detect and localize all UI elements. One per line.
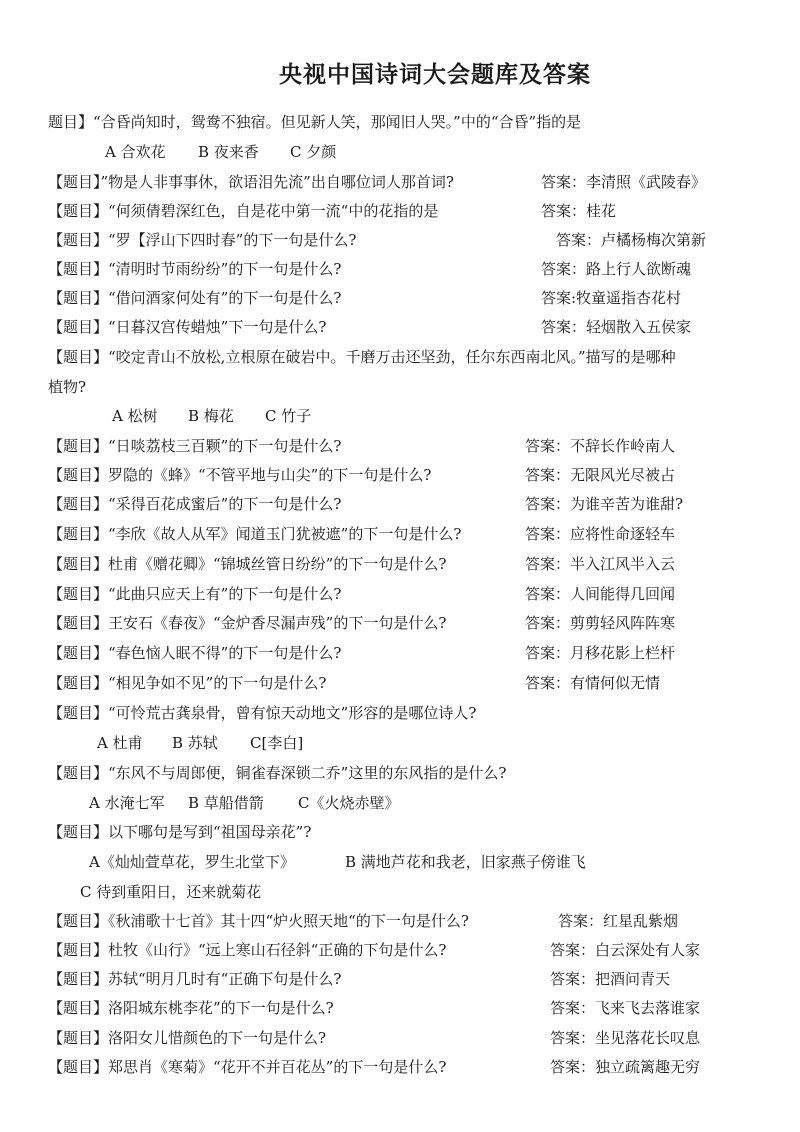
answer-text: 答案：桂花	[541, 202, 617, 220]
answer-text: 答案：路上行人欲断魂	[541, 260, 692, 278]
answer-text: 答案：有情何似无情	[525, 674, 661, 692]
option-b: B 草船借箭	[188, 794, 264, 812]
answer-text: 答案：剪剪轻风阵阵寒	[525, 614, 676, 632]
question-text: 【题目】“日暮汉宫传蜡烛”下一句是什么?	[48, 318, 327, 336]
answer-text: 答案：月移花影上栏杆	[525, 644, 676, 662]
question-text: 【题目】“何须倩碧深红色，自是花中第一流“中的花指的是	[48, 202, 439, 220]
option-c: C[李白]	[250, 734, 304, 752]
answer-text: 答案：卢橘杨梅次第新	[556, 231, 707, 249]
answer-text: 答案：为谁辛苦为谁甜?	[525, 495, 684, 513]
option-a: A 杜甫	[97, 734, 143, 752]
question-text: 【题目】”物是人非事事休，欲语泪先流”出自哪位词人那首词?	[48, 173, 454, 191]
question-text: 【题目】“采得百花成蜜后”的下一句是什么?	[48, 495, 342, 513]
question-text: 【题目】“此曲只应天上有”的下一句是什么?	[48, 585, 342, 603]
question-text: 【题目】郑思肖《寒菊》“花开不并百花丛”的下一句是什么?	[48, 1058, 447, 1076]
answer-text: 答案：不辞长作岭南人	[525, 437, 676, 455]
question-text: 【题目】洛阳女儿惜颜色的下一句是什么?	[48, 1029, 327, 1047]
question-text: 【题目】以下哪句是写到“祖国母亲花”?	[48, 823, 312, 841]
question-text: 【题目】杜牧《山行》“远上寒山石径斜“正确的下句是什么?	[48, 941, 447, 959]
answer-text: 答案：白云深处有人家	[550, 941, 701, 959]
answer-text: 答案：把酒问青天	[550, 970, 671, 988]
question-text: 【题目】“借问酒家何处有”的下一句是什么?	[48, 289, 342, 307]
question-text-continued: 植物?	[48, 378, 87, 396]
question-text: 【题目】“春色恼人眠不得”的下一句是什么?	[48, 644, 342, 662]
question-text: 【题目】“李欣《故人从军》闻道玉门犹被遮”的下一句是什么?	[48, 525, 462, 543]
question-text: 【题目】“罗【浮山下四时春”的下一句是什么?	[48, 231, 357, 249]
answer-text: 答案：无限风光尽被占	[525, 466, 676, 484]
question-text: 【题目】“可怜荒古龚泉骨，曾有惊天动地文”形容的是哪位诗人?	[48, 704, 477, 722]
option-b: B 苏轼	[172, 734, 218, 752]
answer-text: 答案：坐见落花长叹息	[550, 1029, 701, 1047]
question-text: 【题目】“清明时节雨纷纷”的下一句是什么?	[48, 260, 342, 278]
option-b: B 夜来香	[198, 143, 259, 161]
answer-text: 答案：独立疏篱趣无穷	[550, 1058, 701, 1076]
answer-text: 答案：应将性命逐轻车	[525, 525, 676, 543]
answer-text: 答案：人间能得几回闻	[525, 585, 676, 603]
option-a: A《灿灿萱草花，罗生北堂下》	[89, 853, 295, 871]
answer-text: 答案：红星乱紫烟	[558, 912, 679, 930]
page-title: 央视中国诗词大会题库及答案	[279, 61, 591, 88]
option-a: A 水淹七军	[89, 794, 165, 812]
question-text: 【题目】王安石《春夜》“金炉香尽漏声残”的下一句是什么?	[48, 614, 447, 632]
option-b: B 满地芦花和我老，旧家燕子傍谁飞	[345, 853, 586, 871]
option-c: C 竹子	[265, 407, 312, 425]
question-text: 【题目】罗隐的《蜂》“不管平地与山尖”的下一句是什么?	[48, 466, 432, 484]
question-text: 【题目】“日啖荔枝三百颗”的下一句是什么?	[48, 437, 342, 455]
question-text: 【题目】“咬定青山不放松,立根原在破岩中。千磨万击还坚劲，任尔东西南北风。”描写的是哪种	[48, 348, 676, 366]
question-text: 【题目】洛阳城东桃李花”的下一句是什么?	[48, 999, 334, 1017]
answer-text: 答案：李清照《武陵春》	[541, 173, 707, 191]
option-a: A 合欢花	[105, 143, 166, 161]
option-c: C 夕颜	[290, 143, 337, 161]
option-c: C 待到重阳日，还来就菊花	[80, 883, 262, 901]
option-b: B 梅花	[188, 407, 234, 425]
question-text: 【题目】苏轼“明月几时有“正确下句是什么?	[48, 970, 342, 988]
question-text: 【题目】《秋浦歌十七首》其十四“炉火照天地“的下一句是什么?	[48, 912, 469, 930]
option-a: A 松树	[112, 407, 158, 425]
answer-text: 答案:牧童遥指杏花村	[541, 289, 682, 307]
option-c: C《火烧赤壁》	[298, 794, 400, 812]
question-text: 【题目】杜甫《赠花卿》“锦城丝管日纷纷”的下一句是什么?	[48, 555, 447, 573]
question-text: 题目】“合昏尚知时，鸳鸯不独宿。但见新人笑，那闻旧人哭。”中的“合昏”指的是	[48, 113, 582, 131]
answer-text: 答案：轻烟散入五侯家	[541, 318, 692, 336]
question-text: 【题目】“东风不与周郎便，铜雀春深锁二乔”这里的东风指的是什么?	[48, 764, 507, 782]
answer-text: 答案：飞来飞去落谁家	[550, 999, 701, 1017]
answer-text: 答案：半入江风半入云	[525, 555, 676, 573]
question-text: 【题目】“相见争如不见”的下一句是什么?	[48, 674, 327, 692]
